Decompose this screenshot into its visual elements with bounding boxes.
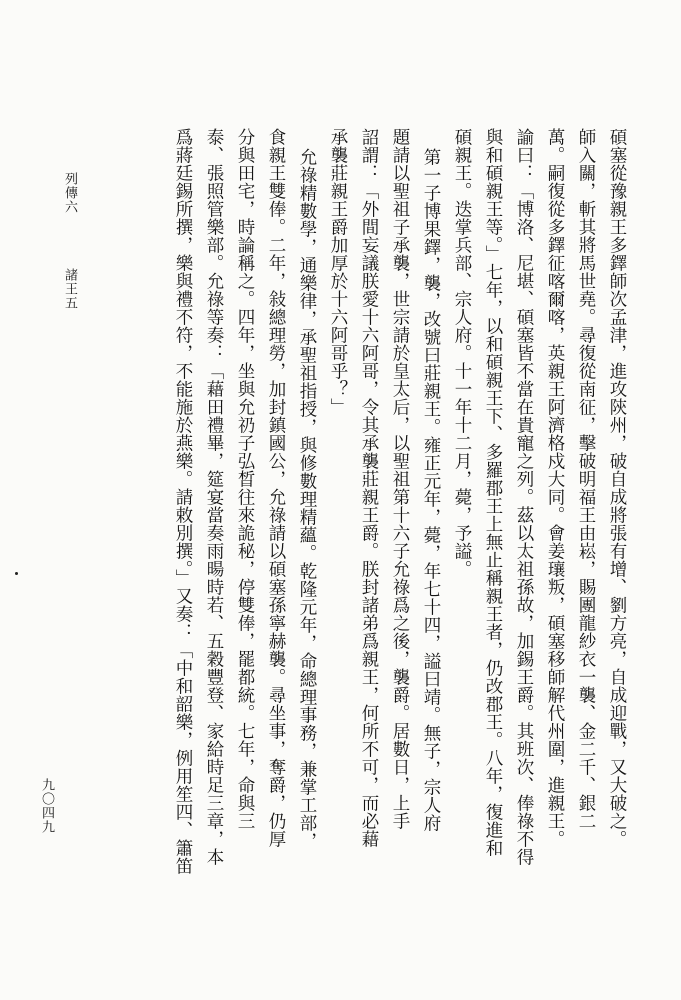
text-column: 食親王雙俸。二年，敍總理勞，加封鎮國公，允祿請以碩塞孫寧赫襲。尋坐事，奪爵，仍厚 — [266, 128, 286, 848]
text-column: 第一子博果鐸，襲，改號曰莊親王。雍正元年，薨，年七十四，謚曰靖。無子，宗人府 — [421, 148, 441, 832]
text-column: 萬。嗣復從多鐸征喀爾喀，英親王阿濟格戍大同。會姜瓖叛，碩塞移師解代州圍，進親王。 — [545, 128, 565, 848]
text-column: 碩親王。迭掌兵部、宗人府。十一年十二月，薨，予謚。 — [452, 128, 472, 578]
text-column: 詔謂：「外間妄議朕愛十六阿哥，令其承襲莊親王爵。朕封諸弟爲親王，何所不可，而必藉 — [359, 128, 379, 848]
text-column: 題請以聖祖子承襲，世宗請於皇太后，以聖祖第十六子允祿爲之後，襲爵。居數日，上手 — [390, 128, 410, 830]
page-number: 九〇四九 — [39, 778, 54, 834]
running-head-section: 諸王五 — [62, 268, 77, 310]
text-column: 與和碩親王等。」七年，以和碩親王下、多羅郡王上無止稱親王者，仍改郡王。八年，復進和 — [483, 128, 503, 858]
text-column: 分與田宅，時論稱之。四年，坐與允礽子弘晳往來詭秘，停雙俸，罷都統。七年，命與三 — [235, 128, 255, 830]
ink-speck — [15, 572, 18, 575]
text-column: 諭曰：「博洛、尼堪、碩塞皆不當在貴寵之列。茲以太祖孫故，加錫王爵。其班次、俸祿不得 — [514, 128, 534, 866]
running-head-volume: 列傳六 — [62, 172, 77, 214]
text-column: 泰、張照管樂部。允祿等奏：「藉田禮畢，筵宴當奏雨暘時若、五穀豐登、家給時足三章，本 — [204, 128, 224, 866]
text-column: 師入關，斬其將馬世堯。尋復從南征，擊破明福王由崧，賜團龍紗衣一襲、金二千、銀二 — [576, 128, 596, 830]
text-column: 碩塞從豫親王多鐸師次孟津，進攻陝州，破自成將張有增、劉方亮，自成迎戰，又大破之。 — [607, 128, 627, 848]
text-column: 承襲莊親王爵加厚於十六阿哥乎？」 — [328, 128, 348, 416]
text-column: 允祿精數學，通樂律，承聖祖指授，與修數理精蘊。乾隆元年，命總理事務，兼掌工部， — [297, 148, 317, 850]
text-column: 爲蔣廷錫所撰，樂與禮不符，不能施於燕樂。請敕別撰。」又奏：「中和韶樂，例用笙四、簫笛 — [173, 128, 193, 876]
